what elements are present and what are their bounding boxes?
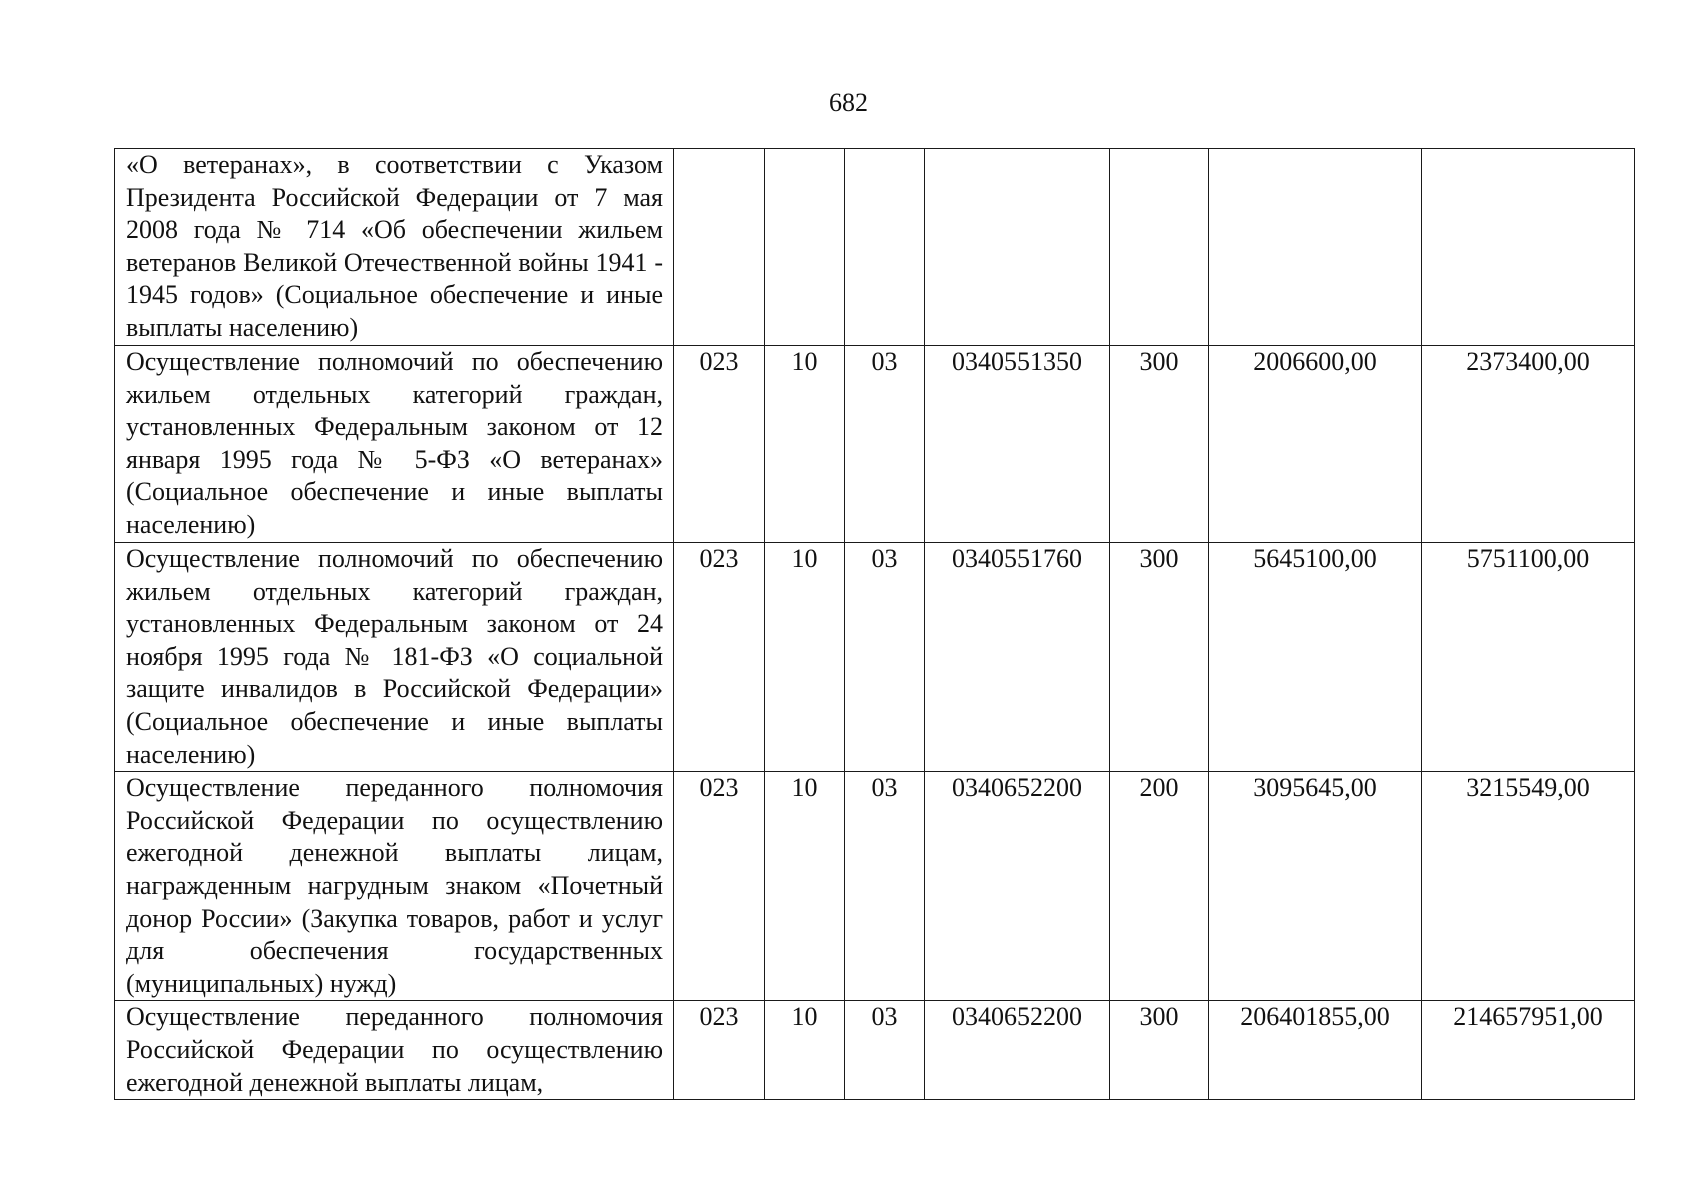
section-code: 10	[765, 543, 845, 772]
expense-type-code	[1110, 149, 1209, 346]
section-code: 10	[765, 1001, 845, 1100]
expense-type-code: 300	[1110, 543, 1209, 772]
amount-year-2	[1422, 149, 1635, 346]
target-article-code: 0340652200	[925, 772, 1110, 1001]
grbs-code: 023	[674, 772, 765, 1001]
row-description: Осуществление полномочий по обеспечению жильем отдельных категорий граждан, установленных Федеральным законом от 12 января 1995 года № 5-ФЗ «О ветеранах» (Социальное обеспечение и иные выплаты населению)	[115, 346, 674, 543]
row-description: «О ветеранах», в соответствии с Указом Президента Российской Федерации от 7 мая 2008 года № 714 «Об обеспечении жильем ветеранов Великой Отечественной войны 1941 - 1945 годов» (Социальное обеспечение и иные выплаты населению)	[115, 149, 674, 346]
table-row	[115, 1001, 1635, 1100]
amount-year-1: 5645100,00	[1209, 543, 1422, 772]
row-description: Осуществление переданного полномочия Российской Федерации по осуществлению ежегодной денежной выплаты лицам,	[115, 1001, 674, 1100]
expense-type-code: 200	[1110, 772, 1209, 1001]
grbs-code: 023	[674, 543, 765, 772]
expense-type-code: 300	[1110, 346, 1209, 543]
target-article-code: 0340652200	[925, 1001, 1110, 1100]
section-code	[765, 149, 845, 346]
amount-year-2: 214657951,00	[1422, 1001, 1635, 1100]
grbs-code: 023	[674, 346, 765, 543]
target-article-code	[925, 149, 1110, 346]
grbs-code	[674, 149, 765, 346]
expense-type-code: 300	[1110, 1001, 1209, 1100]
section-code: 10	[765, 346, 845, 543]
table-row	[115, 346, 1635, 543]
amount-year-2: 5751100,00	[1422, 543, 1635, 772]
amount-year-2: 2373400,00	[1422, 346, 1635, 543]
target-article-code: 0340551760	[925, 543, 1110, 772]
target-article-code: 0340551350	[925, 346, 1110, 543]
table-row	[115, 149, 1635, 346]
row-description: Осуществление полномочий по обеспечению жильем отдельных категорий граждан, установленных Федеральным законом от 24 ноября 1995 года № 181-ФЗ «О социальной защите инвалидов в Российской Федерации» (Социальное обеспечение и иные выплаты населению)	[115, 543, 674, 772]
amount-year-1: 2006600,00	[1209, 346, 1422, 543]
section-code: 10	[765, 772, 845, 1001]
amount-year-1	[1209, 149, 1422, 346]
budget-table	[114, 148, 1635, 1100]
amount-year-1: 206401855,00	[1209, 1001, 1422, 1100]
table-row	[115, 772, 1635, 1001]
table-row	[115, 543, 1635, 772]
amount-year-1: 3095645,00	[1209, 772, 1422, 1001]
amount-year-2: 3215549,00	[1422, 772, 1635, 1001]
subsection-code	[845, 149, 925, 346]
subsection-code: 03	[845, 772, 925, 1001]
subsection-code: 03	[845, 1001, 925, 1100]
page-number: 682	[829, 88, 868, 117]
subsection-code: 03	[845, 543, 925, 772]
row-description: Осуществление переданного полномочия Российской Федерации по осуществлению ежегодной денежной выплаты лицам, награжденным нагрудным знаком «Почетный донор России» (Закупка товаров, работ и услуг для обеспечения государственных (муниципальных) нужд)	[115, 772, 674, 1001]
subsection-code: 03	[845, 346, 925, 543]
grbs-code: 023	[674, 1001, 765, 1100]
